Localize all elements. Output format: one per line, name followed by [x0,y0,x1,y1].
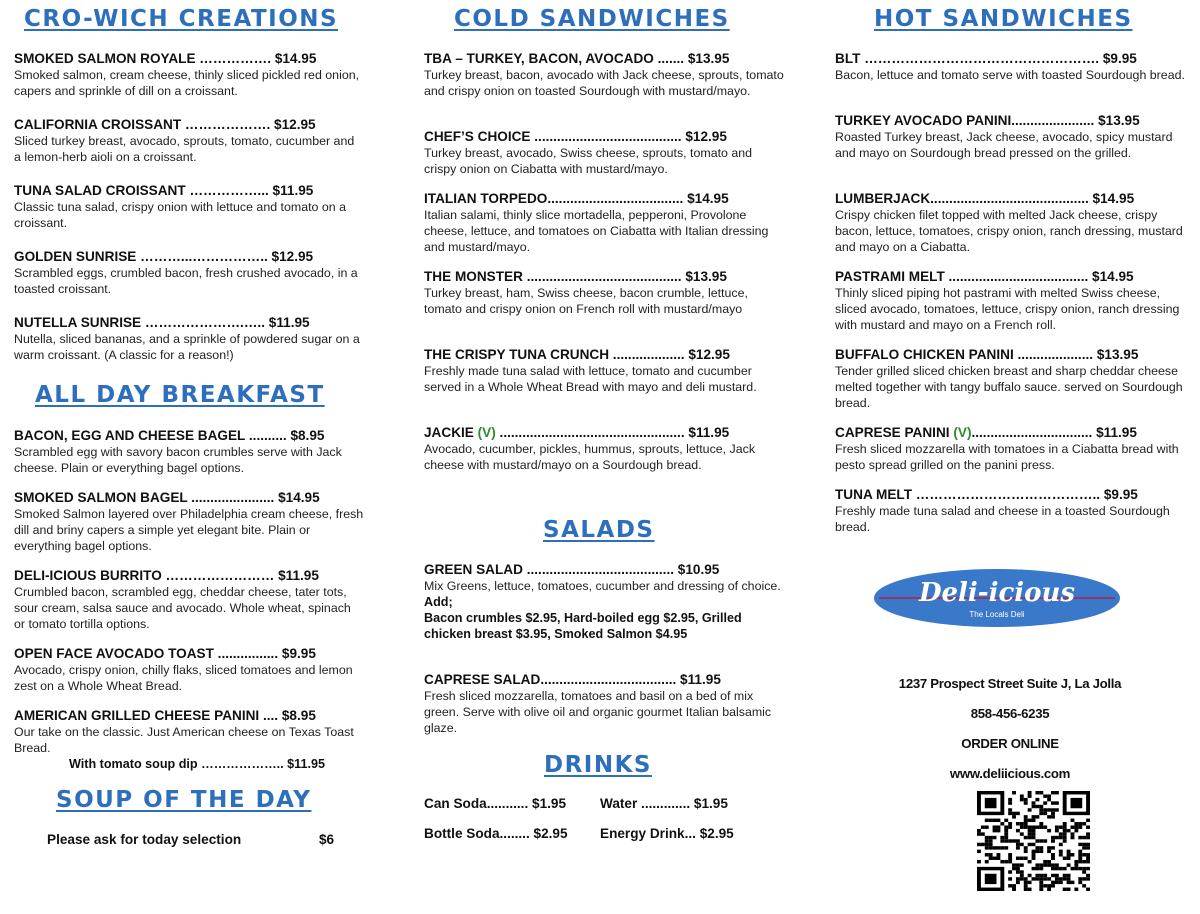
item-desc: Turkey breast, ham, Swiss cheese, bacon crumble, lettuce, tomato and crispy onion on French roll with mustard/mayo [424,286,748,316]
menu-item [424,50,784,99]
menu-item [835,268,1185,333]
section-title-hot: HOT SANDWICHES [874,6,1133,32]
logo-text: Deli-icious [918,578,1076,608]
item-desc: Bacon, lettuce and tomato serve with toasted Sourdough bread. [835,68,1185,82]
item-name: BLT ……………………………………………. $9.95 [835,51,1137,66]
item-name: CAPRESE SALAD.................................... $11.95 [424,672,721,687]
menu-item [14,707,364,772]
item-name: TBA – TURKEY, BACON, AVOCADO ....... $13.95 [424,51,730,66]
menu-item [835,190,1185,255]
website-link[interactable]: www.deliicious.com [949,766,1071,781]
surfboard-logo-icon [873,567,1121,629]
menu-item [14,314,364,363]
menu-item [835,346,1185,411]
item-desc: Smoked salmon, cream cheese, thinly sliced pickled red onion, capers and sprinkle of dill on a croissant. [14,68,360,98]
add-options: Bacon crumbles $2.95, Hard-boiled egg $2.95, Grilled chicken breast $3.95, Smoked Salmon $4.95 [424,611,742,641]
menu-item [14,248,364,297]
item-name: TURKEY AVOCADO PANINI...................... $13.95 [835,113,1140,128]
menu-item [14,116,364,165]
qr-code-icon [977,791,1090,891]
item-desc: Avocado, crispy onion, chilly flaks, sliced tomatoes and lemon zest on a Whole Wheat Bread. [14,663,353,693]
menu-item [424,268,784,317]
item-desc: Scrambled eggs, crumbled bacon, fresh crushed avocado, in a toasted croissant. [14,266,358,296]
phone: 858-456-6235 [970,706,1050,721]
item-price-leader: ................................ $11.95 [971,425,1137,440]
item-name: CHEF’S CHOICE ....................................... $12.95 [424,129,727,144]
item-desc: Italian salami, thinly slice mortadella, pepperoni, Provolone cheese, lettuce, and tomatoes on Ciabatta with Italian dressing and mustard/mayo. [424,208,769,254]
menu-item [424,561,784,642]
item-name: NUTELLA SUNRISE ………………….….. $11.95 [14,315,310,330]
item-desc: Nutella, sliced bananas, and a sprinkle of powdered sugar on a warm croissant. (A classic for a reason!) [14,332,360,362]
item-desc: Freshly made tuna salad with lettuce, tomato and cucumber served in a Whole Wheat Bread with mayo and deli mustard. [424,364,757,394]
item-desc: Smoked Salmon layered over Philadelphia cream cheese, fresh dill and briny capers a simple yet elegant bite. Plain or everything bagel options. [14,507,364,553]
soup-text: Please ask for today selection [47,832,242,847]
section-title-crowich: CRO-WICH CREATIONS [24,6,339,32]
item-name: DELI-ICIOUS BURRITO …………………… $11.95 [14,568,319,583]
menu-item [835,486,1185,535]
menu-item [14,182,364,231]
item-desc: Turkey breast, bacon, avocado with Jack cheese, sprouts, tomato and crispy onion on toasted Sourdough with mustard/mayo. [424,68,784,98]
menu-item [14,567,364,632]
item-desc: Crispy chicken filet topped with melted Jack cheese, crispy bacon, lettuce, tomatoes, crispy onion, ranch dressing, mustard and mayo on a Ciabatta. [835,208,1183,254]
qr-code[interactable] [977,791,1090,891]
item-name-text: CAPRESE PANINI [835,425,950,440]
item-name [835,424,1185,441]
vegetarian-badge: (V) [477,425,496,440]
item-name-text: JACKIE [424,425,474,440]
item-name: TUNA SALAD CROISSANT ……………... $11.95 [14,183,314,198]
section-title-salads: SALADS [543,517,655,543]
logo-tagline: The Locals Deli [969,610,1025,619]
drink-item: Water ............. $1.95 [600,796,728,811]
vegetarian-badge: (V) [953,425,972,440]
item-name: LUMBERJACK.......................................... $14.95 [835,191,1135,206]
item-name: OPEN FACE AVOCADO TOAST ................ $9.95 [14,646,316,661]
item-name: AMERICAN GRILLED CHEESE PANINI .... $8.95 [14,708,316,723]
item-name: BACON, EGG AND CHEESE BAGEL .......... $8.95 [14,428,325,443]
drink-item: Bottle Soda........ $2.95 [424,826,568,841]
item-desc: Our take on the classic. Just American cheese on Texas Toast Bread. [14,725,354,755]
item-name: ITALIAN TORPEDO.................................... $14.95 [424,191,729,206]
menu-item [14,645,364,694]
item-desc: Sliced turkey breast, avocado, sprouts, tomato, cucumber and a lemon-herb aioli on a croissant. [14,134,355,164]
item-name: THE MONSTER ......................................... $13.95 [424,269,727,284]
item-name: THE CRISPY TUNA CRUNCH ................... $12.95 [424,347,730,362]
item-desc: Scrambled egg with savory bacon crumbles serve with Jack cheese. Plain or everything bagel options. [14,445,342,475]
menu-item [14,427,364,476]
item-name: PASTRAMI MELT ..................................... $14.95 [835,269,1134,284]
item-name [424,424,784,441]
item-name: SMOKED SALMON ROYALE ……………. $14.95 [14,51,317,66]
drink-item: Energy Drink... $2.95 [600,826,734,841]
order-online[interactable]: ORDER ONLINE [961,736,1059,751]
menu-item [14,489,364,554]
item-name: TUNA MELT ………………………………….. $9.95 [835,487,1138,502]
item-desc: Avocado, cucumber, pickles, hummus, sprouts, lettuce, Jack cheese with mustard/mayo on a Sourdough bread. [424,442,756,472]
menu-item [424,671,784,736]
item-desc: Classic tuna salad, crispy onion with lettuce and tomato on a croissant. [14,200,346,230]
item-desc: Fresh sliced mozzarella with tomatoes in a Ciabatta bread with pesto spread grilled on the panini press. [835,442,1179,472]
section-title-soup: SOUP OF THE DAY [56,787,312,813]
item-desc: Thinly sliced piping hot pastrami with melted Swiss cheese, sliced avocado, tomatoes, lettuce, crispy onion, ranch dressing with mustard and mayo on a French roll. [835,286,1180,332]
item-name: GOLDEN SUNRISE ………...…………….. $12.95 [14,249,314,264]
address: 1237 Prospect Street Suite J, La Jolla [898,676,1122,691]
menu-item [835,112,1185,161]
item-price-leader: ................................................. $11.95 [495,425,730,440]
menu-item [835,50,1185,83]
deli-logo [873,567,1121,629]
soup-dip-option: With tomato soup dip ……………….. $11.95 [69,757,325,771]
menu-item [424,424,784,473]
item-name: GREEN SALAD ....................................... $10.95 [424,562,720,577]
section-title-breakfast: ALL DAY BREAKFAST [35,382,325,408]
item-desc: Tender grilled sliced chicken breast and sharp cheddar cheese melted together with tangy buffalo sauce. served on Sourdough bread. [835,364,1183,410]
section-title-cold: COLD SANDWICHES [454,6,730,32]
item-desc: Crumbled bacon, scrambled egg, cheddar cheese, tater tots, sour cream, salsa sauce and avocado. Whole wheat, spinach or tomato tortilla options. [14,585,351,631]
section-title-drinks: DRINKS [544,752,652,778]
drink-row [424,826,734,841]
item-desc: Roasted Turkey breast, Jack cheese, avocado, spicy mustard and mayo on Sourdough bread pressed on the grilled. [835,130,1173,160]
item-desc: Turkey breast, avocado, Swiss cheese, sprouts, tomato and crispy onion on Ciabatta with mustard/mayo. [424,146,753,176]
drink-row [424,796,728,811]
item-desc: Mix Greens, lettuce, tomatoes, cucumber and dressing of choice. [424,579,781,593]
menu-item [835,424,1185,473]
menu-item [424,190,784,255]
add-label: Add; [424,595,453,609]
menu-item [14,50,364,99]
item-desc: Fresh sliced mozzarella, tomatoes and basil on a bed of mix green. Serve with olive oil and organic gourmet Italian balsamic glaze. [424,689,772,735]
menu-item [424,346,784,395]
item-desc: Freshly made tuna salad and cheese in a toasted Sourdough bread. [835,504,1170,534]
item-name: SMOKED SALMON BAGEL ...................... $14.95 [14,490,320,505]
menu-item [424,128,784,177]
item-name: BUFFALO CHICKEN PANINI .................... $13.95 [835,347,1139,362]
soup-price: $6 [319,832,335,847]
drink-item: Can Soda........... $1.95 [424,796,567,811]
item-name: CALIFORNIA CROISSANT ………………. $12.95 [14,117,316,132]
